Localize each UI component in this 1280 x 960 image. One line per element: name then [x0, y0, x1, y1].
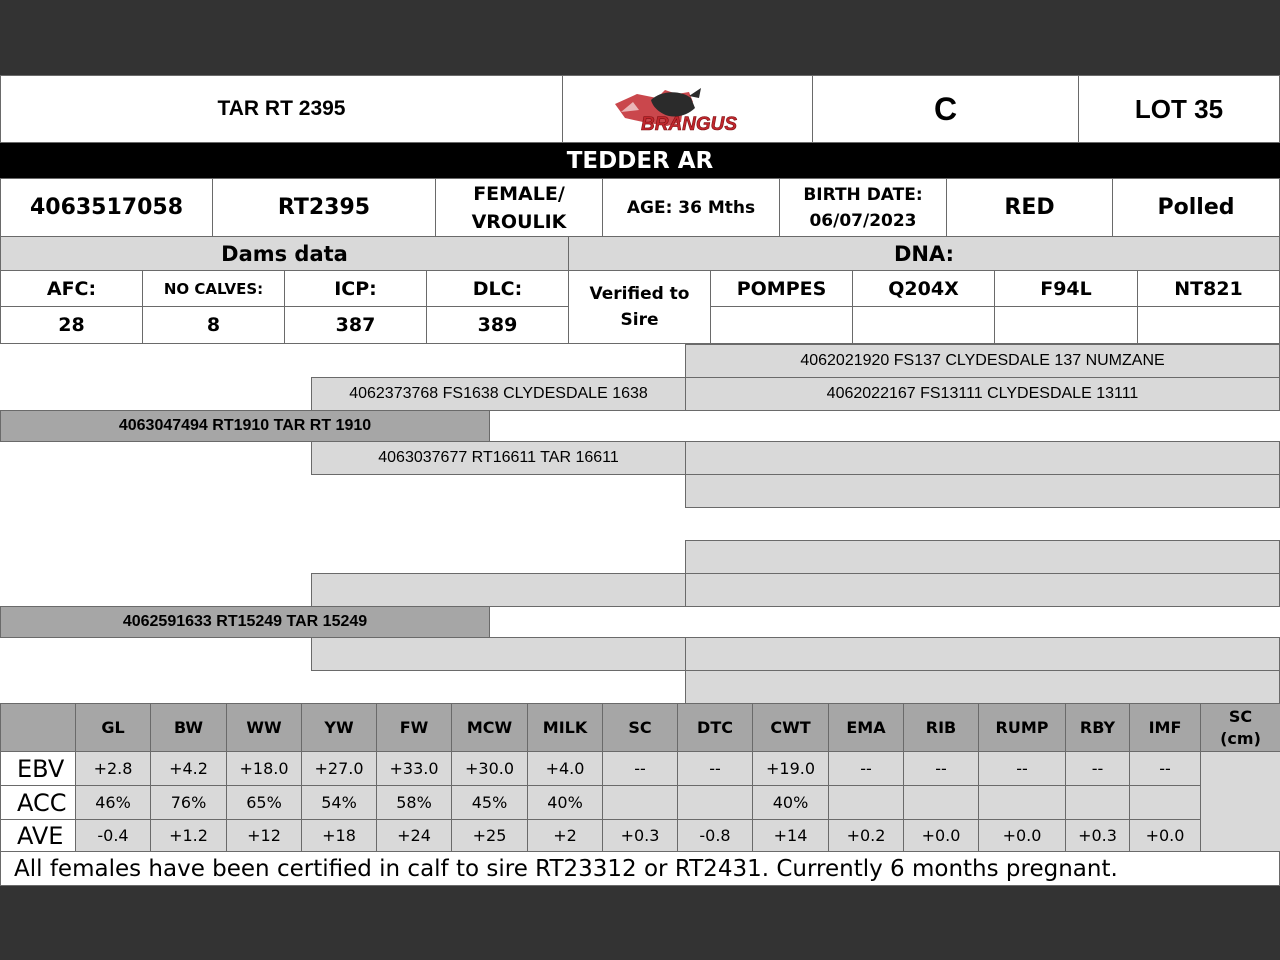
registration-number: 4063517058 — [0, 178, 213, 237]
ebv-cell: +27.0 — [301, 751, 377, 786]
ebv-cell: +0.0 — [903, 819, 979, 852]
lot-card — [0, 75, 1280, 886]
pedigree-sire-sire-dam: 4062022167 FS13111 CLYDESDALE 13111 — [685, 377, 1280, 411]
ebv-col-sc-cm — [1200, 703, 1280, 752]
ebv-col-bw: BW — [150, 703, 227, 752]
ebv-cell — [828, 785, 904, 820]
sc-cm-line1: SC — [1228, 706, 1253, 726]
pedigree-dam: 4062591633 RT15249 TAR 15249 — [0, 606, 490, 638]
ebv-col-fw: FW — [376, 703, 452, 752]
ebv-row-label-ebv: EBV — [0, 751, 76, 786]
pedigree-dam-dam-dam — [685, 670, 1280, 704]
ebv-col-ww: WW — [226, 703, 302, 752]
dna-result-q204x — [852, 306, 995, 344]
pedigree-dam-sire-sire — [685, 540, 1280, 574]
pedigree-dam-sire — [311, 573, 686, 607]
pedigree-dam-sire-dam — [685, 573, 1280, 607]
verified-line2: Sire — [620, 310, 659, 330]
dna-marker-nt821: NT821 — [1137, 270, 1280, 307]
ebv-col-rib: RIB — [903, 703, 979, 752]
ebv-cell: +0.2 — [828, 819, 904, 852]
ebv-row-label-ave: AVE — [0, 819, 76, 852]
sex-line2: VROULIK — [471, 210, 567, 233]
age: AGE: 36 Mths — [602, 178, 780, 237]
dams-data-title: Dams data — [0, 236, 569, 271]
footer-note: All females have been certified in calf to sire RT23312 or RT2431. Currently 6 months pregnant. — [0, 851, 1280, 886]
ebv-col-imf: IMF — [1129, 703, 1201, 752]
ebv-cell: +0.3 — [1065, 819, 1130, 852]
dlc-label: DLC: — [426, 270, 569, 307]
no-calves-value: 8 — [142, 306, 285, 344]
pedigree-sire-sire: 4062373768 FS1638 CLYDESDALE 1638 — [311, 377, 686, 411]
ebv-cell: -- — [602, 751, 678, 786]
ebv-sc-cm-value — [1200, 751, 1280, 852]
ebv-cell: +18 — [301, 819, 377, 852]
birth-date-value: 06/07/2023 — [809, 210, 917, 231]
ebv-cell: -- — [978, 751, 1066, 786]
ebv-cell — [903, 785, 979, 820]
tag-number: RT2395 — [212, 178, 436, 237]
ebv-row-label-acc: ACC — [0, 785, 76, 820]
pedigree-dam-dam-sire — [685, 637, 1280, 671]
dna-marker-pompes: POMPES — [710, 270, 853, 307]
ebv-cell — [1129, 785, 1201, 820]
dna-result-f94l — [994, 306, 1138, 344]
ebv-cell: -- — [677, 751, 753, 786]
ebv-cell: 58% — [376, 785, 452, 820]
birth-date-label: BIRTH DATE: — [803, 184, 923, 205]
ebv-cell: -- — [828, 751, 904, 786]
ebv-cell: +24 — [376, 819, 452, 852]
ebv-cell: 65% — [226, 785, 302, 820]
ebv-cell: +2 — [527, 819, 603, 852]
ebv-cell — [602, 785, 678, 820]
ebv-col-yw: YW — [301, 703, 377, 752]
ebv-cell: +4.0 — [527, 751, 603, 786]
ebv-cell: -0.4 — [75, 819, 151, 852]
ebv-col-mcw: MCW — [451, 703, 528, 752]
ebv-cell: 46% — [75, 785, 151, 820]
ebv-cell: +18.0 — [226, 751, 302, 786]
afc-value: 28 — [0, 306, 143, 344]
logo-text: BRANGUS — [640, 114, 737, 135]
ebv-cell — [1065, 785, 1130, 820]
pedigree-dam-dam — [311, 637, 686, 671]
ebv-cell: -- — [903, 751, 979, 786]
sex-line1: FEMALE/ — [473, 182, 565, 205]
ebv-cell: +4.2 — [150, 751, 227, 786]
pedigree-sire-sire-sire: 4062021920 FS137 CLYDESDALE 137 NUMZANE — [685, 344, 1280, 378]
afc-label: AFC: — [0, 270, 143, 307]
ebv-col-milk: MILK — [527, 703, 603, 752]
animal-name-bar: TEDDER AR — [0, 143, 1280, 178]
ebv-col-dtc: DTC — [677, 703, 753, 752]
ebv-cell: +12 — [226, 819, 302, 852]
dna-result-pompes — [710, 306, 853, 344]
ebv-cell: +33.0 — [376, 751, 452, 786]
ebv-cell: 40% — [752, 785, 829, 820]
ebv-cell: -0.8 — [677, 819, 753, 852]
verified-line1: Verified to — [589, 284, 690, 304]
no-calves-label: NO CALVES: — [142, 270, 285, 307]
ebv-cell — [978, 785, 1066, 820]
ebv-cell: +0.0 — [978, 819, 1066, 852]
brangus-logo-icon — [603, 82, 773, 136]
dna-marker-f94l: F94L — [994, 270, 1138, 307]
dna-result-nt821 — [1137, 306, 1280, 344]
ebv-cell: +30.0 — [451, 751, 528, 786]
colour: RED — [946, 178, 1113, 237]
animal-id: TAR RT 2395 — [0, 75, 563, 143]
ebv-table — [0, 703, 1280, 851]
ebv-col-sc: SC — [602, 703, 678, 752]
ebv-cell: -- — [1129, 751, 1201, 786]
grade: C — [812, 75, 1079, 143]
pedigree-sire: 4063047494 RT1910 TAR RT 1910 — [0, 410, 490, 442]
ebv-cell: +14 — [752, 819, 829, 852]
ebv-cell: +25 — [451, 819, 528, 852]
ebv-cell: 76% — [150, 785, 227, 820]
pedigree-sire-dam-dam — [685, 474, 1280, 508]
horn-status: Polled — [1112, 178, 1280, 237]
ebv-col-gl: GL — [75, 703, 151, 752]
dna-marker-q204x: Q204X — [852, 270, 995, 307]
verified-to-sire — [568, 270, 711, 344]
ebv-col-rump: RUMP — [978, 703, 1066, 752]
pedigree-sire-dam-sire — [685, 441, 1280, 475]
ebv-cell: +0.0 — [1129, 819, 1201, 852]
ebv-col-cwt: CWT — [752, 703, 829, 752]
ebv-col-ema: EMA — [828, 703, 904, 752]
birth-date — [779, 178, 947, 237]
ebv-cell: 54% — [301, 785, 377, 820]
dna-title: DNA: — [568, 236, 1280, 271]
ebv-cell — [677, 785, 753, 820]
ebv-cell: +1.2 — [150, 819, 227, 852]
icp-label: ICP: — [284, 270, 427, 307]
ebv-cell: +2.8 — [75, 751, 151, 786]
ebv-cell: +0.3 — [602, 819, 678, 852]
ebv-cell: -- — [1065, 751, 1130, 786]
pedigree-sire-dam: 4063037677 RT16611 TAR 16611 — [311, 441, 686, 475]
sc-cm-line2: (cm) — [1220, 728, 1261, 748]
dlc-value: 389 — [426, 306, 569, 344]
ebv-corner — [0, 703, 76, 752]
ebv-cell: +19.0 — [752, 751, 829, 786]
sex — [435, 178, 603, 237]
icp-value: 387 — [284, 306, 427, 344]
ebv-col-rby: RBY — [1065, 703, 1130, 752]
lot-number: LOT 35 — [1078, 75, 1280, 143]
ebv-cell: 40% — [527, 785, 603, 820]
brangus-logo — [562, 75, 813, 143]
ebv-cell: 45% — [451, 785, 528, 820]
